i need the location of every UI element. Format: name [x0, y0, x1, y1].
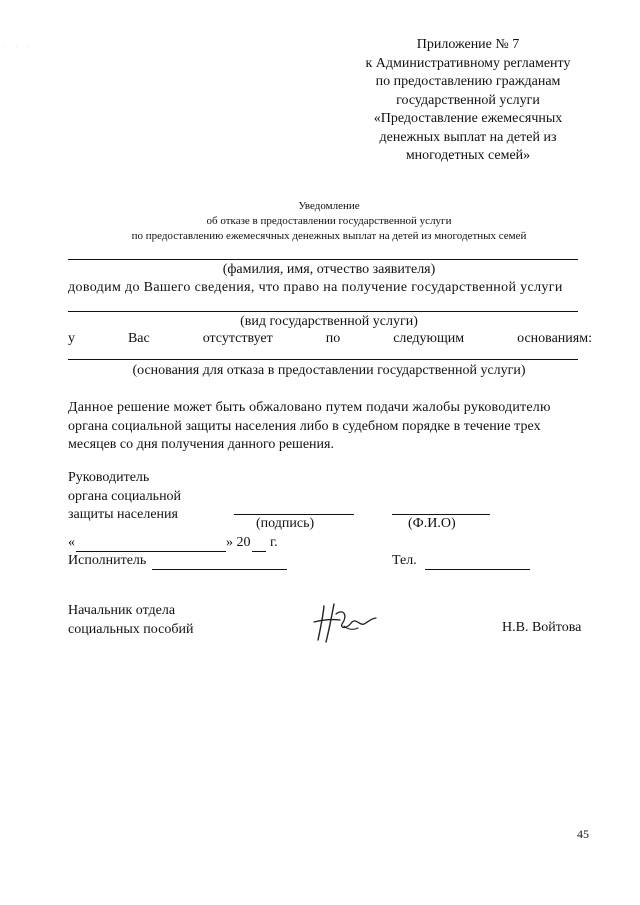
grounds-line: [68, 359, 578, 360]
service-type-line: [68, 311, 578, 312]
signature-caption: (подпись): [256, 516, 315, 531]
grounds-word: Вас: [127, 331, 150, 346]
signatory-name: Н.В. Войтова: [502, 620, 582, 635]
phone-label: Тел.: [392, 553, 417, 568]
appeal-line: [68, 418, 592, 437]
signature-line: [234, 514, 354, 515]
grounds-word: отсутствует: [202, 331, 273, 346]
appendix-header: [340, 36, 596, 166]
position-line: социальных пособий: [68, 621, 194, 637]
appeal-paragraph: [68, 399, 592, 455]
notice-subtitle: об отказе в предоставлении государственной услуги: [206, 215, 452, 227]
applicant-caption: (фамилия, имя, отчество заявителя): [222, 262, 436, 277]
head-title-block: [68, 469, 268, 525]
notice-title: Уведомление: [298, 200, 360, 212]
appendix-line: денежных выплат на детей из: [379, 129, 557, 145]
appendix-line: к Административному регламенту: [365, 55, 571, 71]
scan-specks: · · ·: [4, 44, 33, 50]
signatory-position: [68, 602, 268, 639]
appendix-line: Приложение № 7: [416, 37, 520, 52]
date-close-year: » 20: [226, 535, 251, 550]
date-day-month-line: [76, 551, 226, 552]
date-open-quote: «: [68, 535, 75, 550]
date-year-suffix: г.: [270, 535, 278, 550]
appeal-line-text: органа социальной защиты населения либо в судебном порядке в течение трех: [68, 418, 541, 434]
head-title-line: Руководитель: [68, 470, 150, 485]
executor-label: Исполнитель: [68, 553, 147, 568]
executor-line: [152, 569, 287, 570]
inform-text-content: доводим до Вашего сведения, что право на получение государственной услуги: [68, 280, 563, 295]
notice-subtitle: по предоставлению ежемесячных денежных выплат на детей из многодетных семей: [131, 230, 527, 242]
position-line: Начальник отдела: [68, 603, 176, 618]
appeal-line-text: Данное решение может быть обжаловано путем подачи жалобы руководителю: [68, 400, 551, 415]
appendix-line: многодетных семей»: [405, 148, 531, 163]
head-title-line: защиты населения: [68, 507, 178, 522]
inform-text: [68, 280, 592, 296]
appeal-line: месяцев со дня получения данного решения.: [68, 437, 334, 452]
fio-caption: (Ф.И.О): [408, 516, 456, 531]
appendix-line: «Предоставление ежемесячных: [373, 111, 563, 126]
head-title-line: органа социальной: [68, 488, 182, 504]
grounds-row: [68, 331, 592, 347]
phone-line: [425, 569, 530, 570]
grounds-caption: (основания для отказа в предоставлении государственной услуги): [132, 363, 526, 378]
applicant-name-line: [68, 259, 578, 260]
grounds-word: следующим: [393, 331, 465, 346]
service-caption: (вид государственной услуги): [240, 314, 418, 329]
date-year-line: [252, 551, 266, 552]
grounds-word: основаниям:: [517, 331, 592, 346]
appendix-line: по предоставлению гражданам: [375, 74, 561, 89]
fio-line: [392, 514, 490, 515]
page-number: 45: [577, 827, 589, 841]
handwritten-signature: [310, 600, 382, 646]
appendix-line: государственной услуги: [396, 92, 540, 108]
appeal-line: [68, 399, 592, 418]
grounds-word: по: [325, 331, 341, 346]
grounds-word: у: [68, 331, 75, 346]
